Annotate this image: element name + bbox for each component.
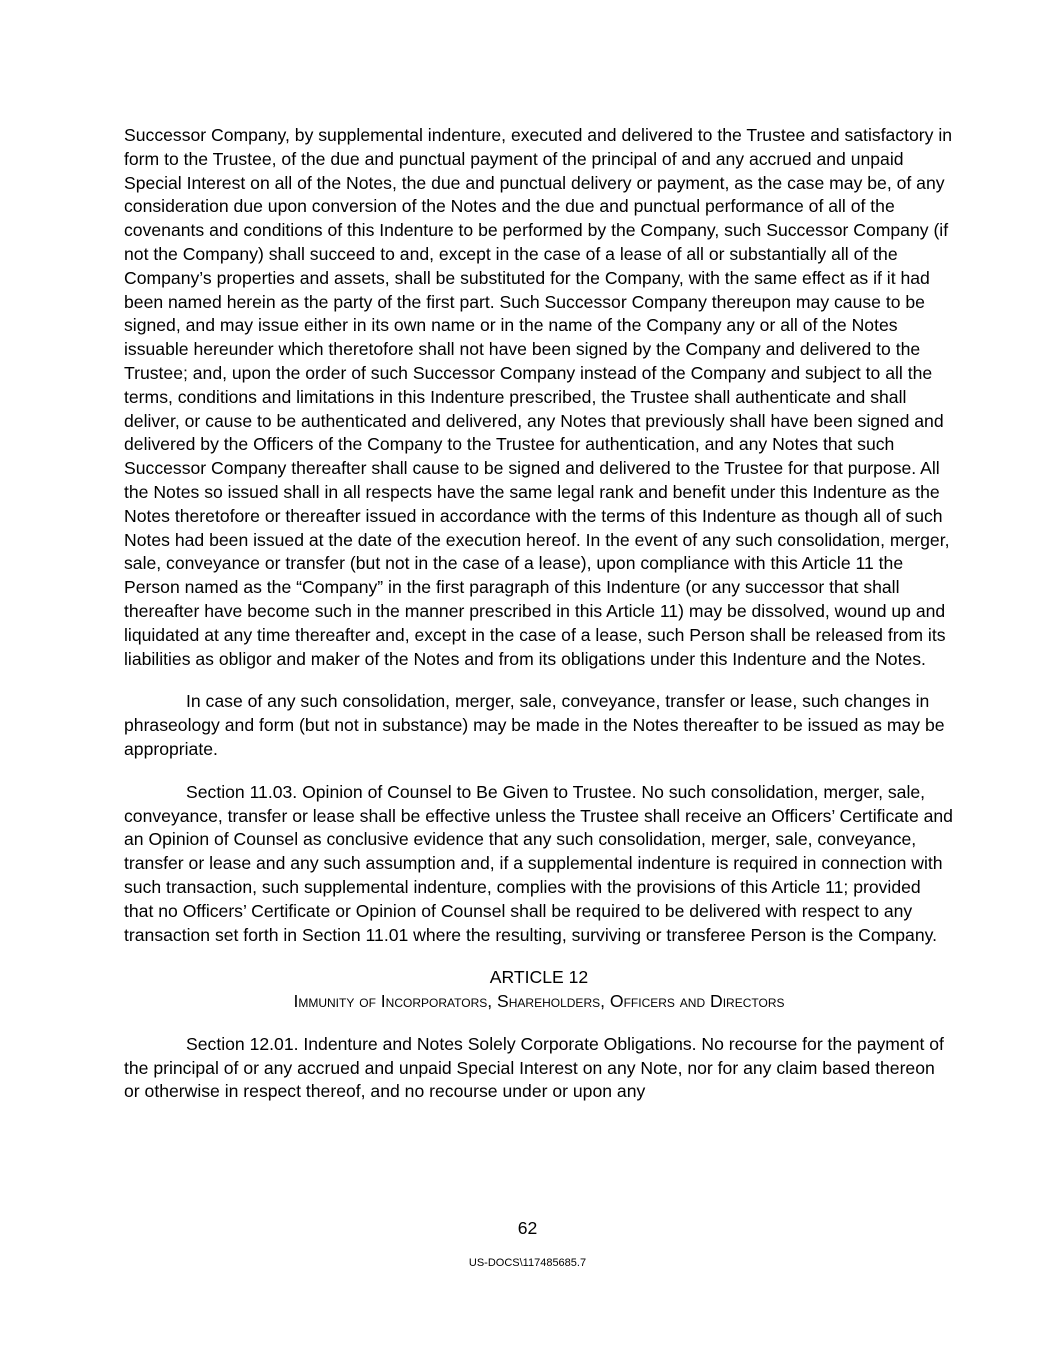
paragraph-successor-company: Successor Company, by supplemental indenture, executed and delivered to the Trustee and satisfactory in form to the Trustee, of the due and punctual payment of the principal of and any accrued and unpaid Special Interest on all of the Notes, the due and punctual delivery or payment, as the case may be, of any consideration due upon conversion of the Notes and the due and punctual performance of all of the covenants and conditions of this Indenture to be performed by the Company, such Successor Company (if not the Company) shall succeed to and, except in the case of a lease of all or substantially all of the Company’s properties and assets, shall be substituted for the Company, with the same effect as if it had been named herein as the party of the first part. Such Successor Company thereupon may cause to be signed, and may issue either in its own name or in the name of the Company any or all of the Notes issuable hereunder which theretofore shall not have been signed by the Company and delivered to the Trustee; and, upon the order of such Successor Company instead of the Company and subject to all the terms, conditions and limitations in this Indenture prescribed, the Trustee shall authenticate and shall deliver, or cause to be authenticated and delivered, any Notes that previously shall have been signed and delivered by the Officers of the Company to the Trustee for authentication, and any Notes that such Successor Company thereafter shall cause to be signed and delivered to the Trustee for that purpose. All the Notes so issued shall in all respects have the same legal rank and benefit under this Indenture as the Notes theretofore or thereafter issued in accordance with the terms of this Indenture as though all of such Notes had been issued at the date of the execution hereof. In the event of any such consolidation, merger, sale, conveyance or transfer (but not in the case of a lease), upon compliance with this Article 11 the Person named as the “Company” in the first paragraph of this Indenture (or any successor that shall thereafter have become such in the manner prescribed in this Article 11) may be dissolved, wound up and liquidated at any time thereafter and, except in the case of a lease, such Person shall be released from its liabilities as obligor and maker of the Notes and from its obligations under this Indenture and the Notes. — [124, 125, 953, 669]
paragraph-section-12-01: Section 12.01. Indenture and Notes Solely Corporate Obligations. No recourse for the payment of the principal of or any accrued and unpaid Special Interest on any Note, nor for any claim based thereon or otherwise in respect thereof, and no recourse under or upon any — [124, 1033, 944, 1102]
paragraph-phraseology-changes: In case of any such consolidation, merger, sale, conveyance, transfer or lease, such changes in phraseology and form (but not in substance) may be made in the Notes thereafter to be issued as may be appropriate. — [124, 691, 945, 759]
article-heading: ARTICLE 12 — [489, 967, 589, 988]
page-number: 62 — [517, 1218, 538, 1238]
paragraph-section-11-03: Section 11.03. Opinion of Counsel to Be Given to Trustee. No such consolidation, merger, sale, conveyance, transfer or lease shall be effective unless the Trustee shall receive an Officers’ Certificate and an Opinion of Counsel as conclusive evidence that any such consolidation, merger, sale, conveyance, transfer or lease and any such assumption and, if a supplemental indenture is required in connection with such transaction, such supplemental indenture, complies with the provisions of this Article 11; provided that no Officers’ Certificate or Opinion of Counsel shall be required to be delivered with respect to any transaction set forth in Section 11.01 where the resulting, surviving or transferee Person is the Company. — [124, 781, 953, 945]
document-body — [124, 124, 954, 1123]
document-id: US-DOCS\117485685.7 — [468, 1257, 587, 1269]
article-subheading: Immunity of Incorporators, Shareholders, Officers and Directors — [293, 991, 785, 1012]
